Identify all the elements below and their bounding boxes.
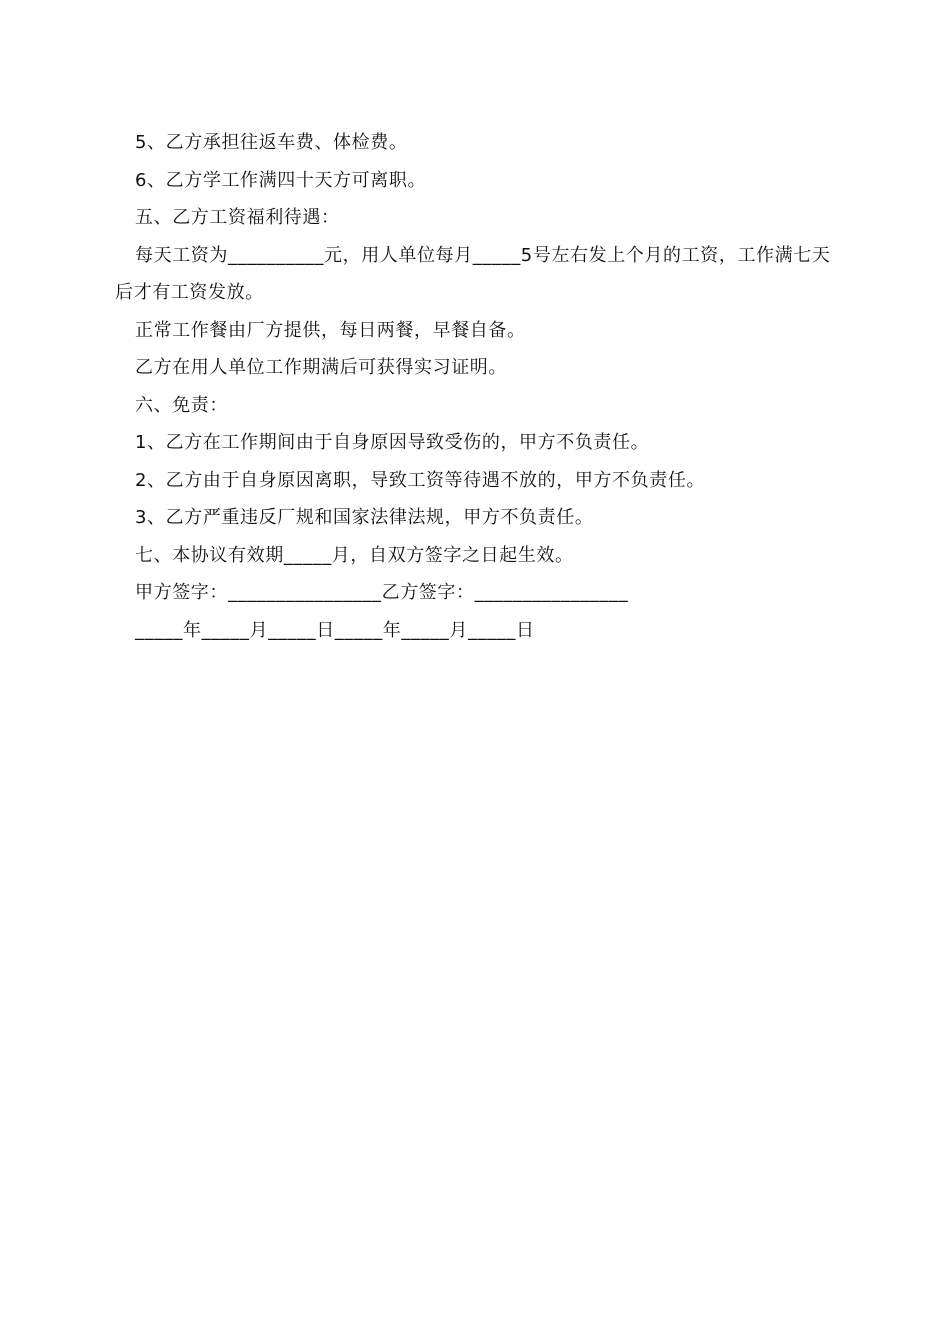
wage-paragraph: 每天工资为__________元，用人单位每月_____5号左右发上个月的工资，工作满七天后才有工资发放。 bbox=[115, 244, 831, 303]
section-7-validity: 七、本协议有效期_____月，自双方签字之日起生效。 bbox=[135, 544, 574, 566]
section-5-heading: 五、乙方工资福利待遇： bbox=[135, 207, 340, 228]
section-6-heading: 六、免责： bbox=[135, 394, 228, 416]
signature-line: 甲方签字：________________乙方签字：________________ bbox=[135, 582, 629, 603]
internship-certificate-paragraph: 乙方在用人单位工作期满后可获得实习证明。 bbox=[135, 357, 507, 378]
exemption-item-3: 3、乙方严重违反厂规和国家法律法规，甲方不负责任。 bbox=[135, 507, 594, 528]
document-body bbox=[115, 124, 840, 649]
exemption-item-2: 2、乙方由于自身原因离职，导致工资等待遇不放的，甲方不负责任。 bbox=[135, 469, 706, 491]
meals-paragraph: 正常工作餐由厂方提供，每日两餐，早餐自备。 bbox=[135, 319, 526, 341]
clause-5-travel-fees: 5、乙方承担往返车费、体检费。 bbox=[135, 132, 408, 153]
date-line: _____年_____月_____日_____年_____月_____日 bbox=[135, 619, 535, 641]
exemption-item-1: 1、乙方在工作期间由于自身原因导致受伤的，甲方不负责任。 bbox=[135, 432, 650, 453]
clause-6-resignation: 6、乙方学工作满四十天方可离职。 bbox=[135, 169, 427, 191]
